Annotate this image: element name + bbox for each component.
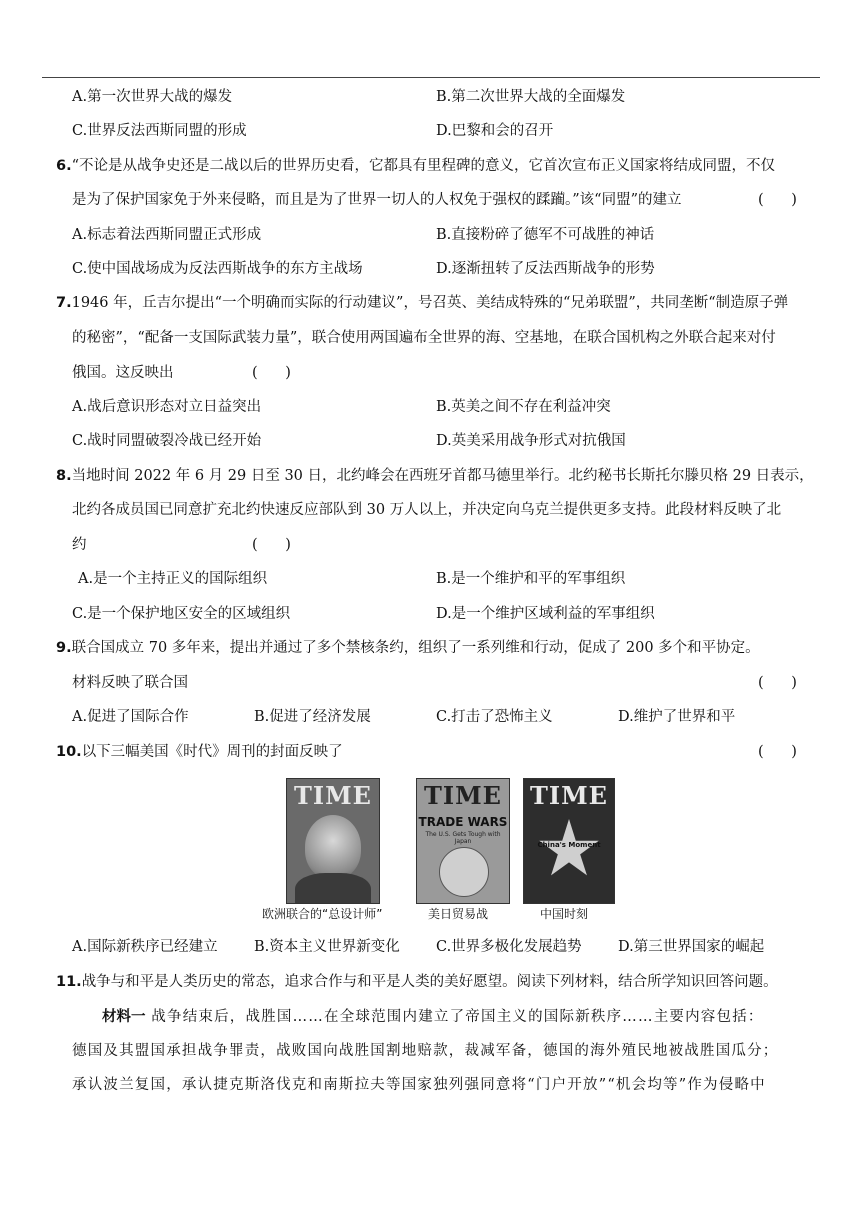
q11-material1-line3: 承认波兰复国，承认捷克斯洛伐克和南斯拉夫等国家独列强同意将“门户开放”“机会均等”作为侵略中: [72, 1077, 766, 1093]
q5-option-d[interactable]: D.巴黎和会的召开: [436, 123, 554, 139]
q6-option-b[interactable]: B.直接粉碎了德军不可战胜的神话: [436, 227, 655, 243]
cover-caption-trade: 美日贸易战: [428, 907, 489, 921]
q9-option-c[interactable]: C.打击了恐怖主义: [436, 709, 553, 725]
q6-answer-blank[interactable]: ( ): [758, 192, 797, 208]
star-icon: [538, 819, 600, 881]
q7-number: 7.: [56, 295, 72, 311]
q7-stem-line2: 的秘密”，“配备一支国际武装力量”，联合使用两国遍布全世界的海、空基地，在联合国机构之外联合起来对付: [72, 330, 776, 346]
q6-stem-line2: 是为了保护国家免于外来侵略，而且是为了世界一切人的人权免于强权的蹂躏。”该“同盟”的建立: [72, 192, 682, 208]
q10-stem-line1: 10.以下三幅美国《时代》周刊的封面反映了: [56, 744, 343, 760]
cover-headline: China's Moment: [537, 841, 601, 849]
q7-option-d[interactable]: D.英美采用战争形式对抗俄国: [436, 433, 626, 449]
q10-number: 10.: [56, 744, 82, 760]
cover-headline: TRADE WARS: [418, 815, 508, 829]
q5-option-a[interactable]: A.第一次世界大战的爆发: [72, 89, 233, 105]
q8-answer-blank[interactable]: ( ): [252, 537, 291, 553]
q9-answer-blank[interactable]: ( ): [758, 675, 797, 691]
q9-option-b[interactable]: B.促进了经济发展: [254, 709, 371, 725]
q10-answer-blank[interactable]: ( ): [758, 744, 797, 760]
q6-stem-line1: 6.“不论是从战争史还是二战以后的世界历史看，它都具有里程碑的意义，它首次宣布正义国家将结成同盟，不仅: [56, 158, 776, 174]
cover-subheadline: The U.S. Gets Tough with Japan: [425, 831, 501, 845]
q7-stem-line3: 俄国。这反映出: [72, 365, 174, 381]
q7-option-a[interactable]: A.战后意识形态对立日益突出: [72, 399, 262, 415]
cover-caption-china: 中国时刻: [540, 907, 589, 921]
q9-stem-line1: 9.联合国成立 70 多年来，提出并通过了多个禁核条约，组织了一系列维和行动，促成了 200 多个和平协定。: [56, 640, 760, 656]
cover-illustration: [439, 847, 489, 897]
q9-option-d[interactable]: D.维护了世界和平: [618, 709, 736, 725]
q5-option-c[interactable]: C.世界反法西斯同盟的形成: [72, 123, 247, 139]
q6-option-d[interactable]: D.逐渐扭转了反法西斯战争的形势: [436, 261, 655, 277]
q7-option-c[interactable]: C.战时同盟破裂冷战已经开始: [72, 433, 262, 449]
q5-option-b[interactable]: B.第二次世界大战的全面爆发: [436, 89, 626, 105]
time-logo: TIME: [294, 781, 372, 810]
time-logo: TIME: [424, 781, 502, 810]
portrait-body: [295, 873, 371, 904]
q10-option-b[interactable]: B.资本主义世界新变化: [254, 939, 400, 955]
q6-number: 6.: [56, 158, 72, 174]
q9-number: 9.: [56, 640, 72, 656]
header-rule: [42, 77, 820, 78]
time-cover-trade-wars: [416, 778, 510, 904]
time-cover-china: [523, 778, 615, 904]
q11-stem-line1: 11.战争与和平是人类历史的常态，追求合作与和平是人类的美好愿望。阅读下列材料，结合所学知识回答问题。: [56, 974, 778, 990]
q6-option-a[interactable]: A.标志着法西斯同盟正式形成: [72, 227, 262, 243]
q10-option-c[interactable]: C.世界多极化发展趋势: [436, 939, 582, 955]
q7-answer-blank[interactable]: ( ): [252, 365, 291, 381]
q7-stem-line1: 7.1946 年，丘吉尔提出“一个明确而实际的行动建议”，号召英、美结成特殊的“兄弟联盟”，共同垄断“制造原子弹: [56, 295, 789, 311]
q6-option-c[interactable]: C.使中国战场成为反法西斯战争的东方主战场: [72, 261, 363, 277]
q8-number: 8.: [56, 468, 72, 484]
q8-stem-line3: 约: [72, 537, 87, 553]
material-label: 材料一: [102, 1009, 146, 1025]
q11-material1-line2: 德国及其盟国承担战争罪责，战败国向战胜国割地赔款，裁减军备，德国的海外殖民地被战胜国瓜分；: [72, 1043, 779, 1059]
q11-material1-line1: 材料一 战争结束后，战胜国……在全球范围内建立了帝国主义的国际新秩序……主要内容包括：: [102, 1009, 764, 1025]
q11-number: 11.: [56, 974, 82, 990]
q10-option-a[interactable]: A.国际新秩序已经建立: [72, 939, 218, 955]
time-cover-europe: [286, 778, 380, 904]
q9-stem-line2: 材料反映了联合国: [72, 675, 188, 691]
q9-option-a[interactable]: A.促进了国际合作: [72, 709, 189, 725]
q8-option-d[interactable]: D.是一个维护区域利益的军事组织: [436, 606, 655, 622]
cover-caption-europe: 欧洲联合的“总设计师”: [262, 907, 383, 921]
q8-option-a[interactable]: A.是一个主持正义的国际组织: [78, 571, 268, 587]
q8-stem-line2: 北约各成员国已同意扩充北约快速反应部队到 30 万人以上，并决定向乌克兰提供更多支持。此段材料反映了北: [72, 502, 782, 518]
q7-option-b[interactable]: B.英美之间不存在利益冲突: [436, 399, 611, 415]
q8-option-c[interactable]: C.是一个保护地区安全的区域组织: [72, 606, 291, 622]
q8-stem-line1: 8.当地时间 2022 年 6 月 29 日至 30 日，北约峰会在西班牙首都马德里举行。北约秘书长斯托尔滕贝格 29 日表示，: [56, 468, 814, 484]
q8-option-b[interactable]: B.是一个维护和平的军事组织: [436, 571, 626, 587]
time-logo: TIME: [530, 781, 608, 810]
portrait-face: [305, 815, 361, 879]
q10-option-d[interactable]: D.第三世界国家的崛起: [618, 939, 765, 955]
